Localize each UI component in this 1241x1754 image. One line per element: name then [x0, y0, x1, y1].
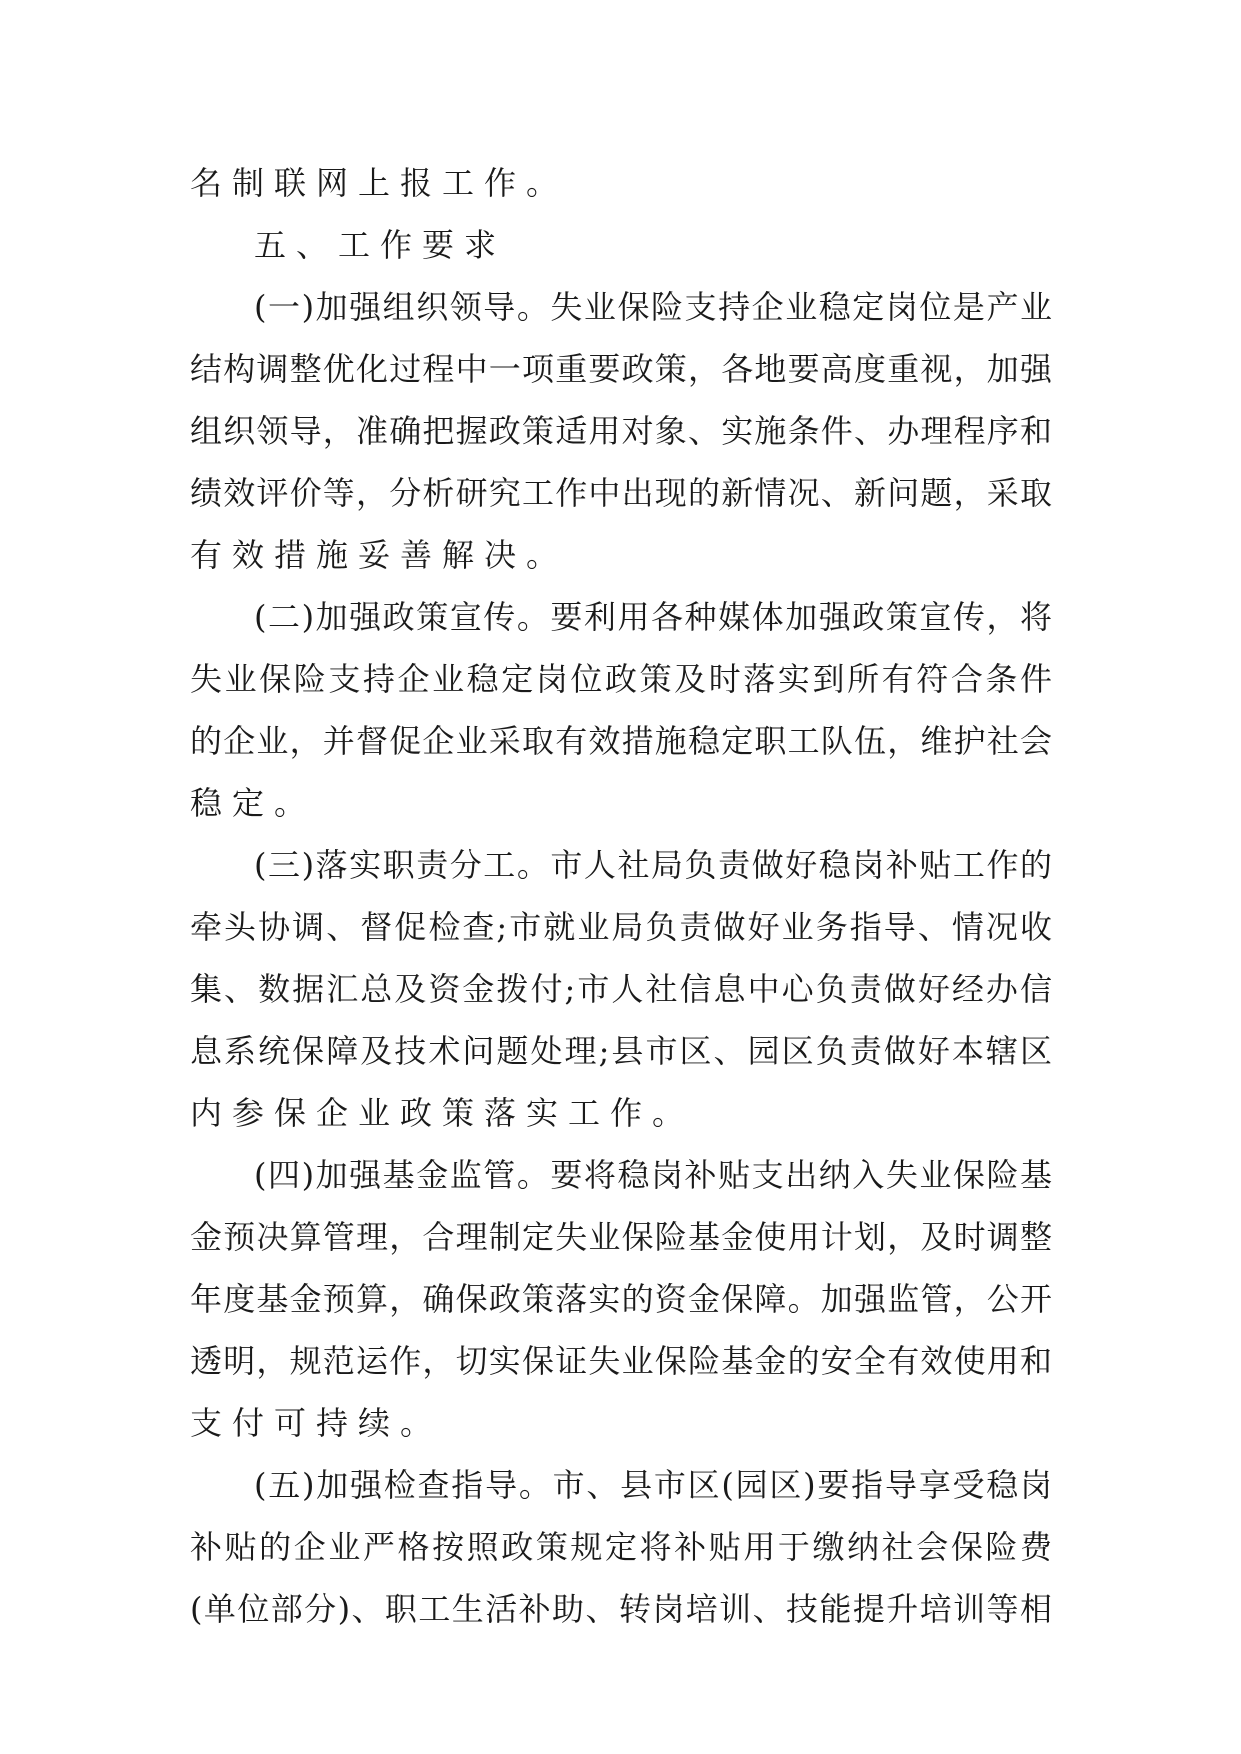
section-heading: 五、工作要求: [254, 226, 507, 264]
text-line: 有效措施妥善解决。: [190, 536, 569, 574]
text-line: 集、数据汇总及资金拨付;市人社信息中心负责做好经办信: [190, 970, 1052, 1008]
text-line: (一)加强组织领导。失业保险支持企业稳定岗位是产业: [254, 288, 1052, 326]
document-page: [190, 152, 1052, 1640]
text-line: 补贴的企业严格按照政策规定将补贴用于缴纳社会保险费: [190, 1528, 1052, 1566]
text-line: (三)落实职责分工。市人社局负责做好稳岗补贴工作的: [254, 846, 1052, 884]
text-line: 内参保企业政策落实工作。: [190, 1094, 695, 1132]
text-line: 金预决算管理，合理制定失业保险基金使用计划，及时调整: [190, 1218, 1052, 1256]
text-line: 息系统保障及技术问题处理;县市区、园区负责做好本辖区: [190, 1032, 1052, 1070]
text-line: 组织领导，准确把握政策适用对象、实施条件、办理程序和: [190, 412, 1052, 450]
text-line: 支付可持续。: [190, 1404, 443, 1442]
text-line: 名制联网上报工作。: [190, 164, 569, 202]
text-line: 的企业，并督促企业采取有效措施稳定职工队伍，维护社会: [190, 722, 1052, 760]
text-line: (单位部分)、职工生活补助、转岗培训、技能提升培训等相: [190, 1590, 1052, 1628]
text-line: 失业保险支持企业稳定岗位政策及时落实到所有符合条件: [190, 660, 1052, 698]
text-line: 绩效评价等，分析研究工作中出现的新情况、新问题，采取: [190, 474, 1052, 512]
text-line: 年度基金预算，确保政策落实的资金保障。加强监管，公开: [190, 1280, 1052, 1318]
text-line: 稳定。: [190, 784, 317, 822]
text-line: 牵头协调、督促检查;市就业局负责做好业务指导、情况收: [190, 908, 1052, 946]
text-line: (四)加强基金监管。要将稳岗补贴支出纳入失业保险基: [254, 1156, 1052, 1194]
text-line: 透明，规范运作，切实保证失业保险基金的安全有效使用和: [190, 1342, 1052, 1380]
text-line: 结构调整优化过程中一项重要政策，各地要高度重视，加强: [190, 350, 1052, 388]
text-line: (五)加强检查指导。市、县市区(园区)要指导享受稳岗: [254, 1466, 1052, 1504]
text-line: (二)加强政策宣传。要利用各种媒体加强政策宣传，将: [254, 598, 1052, 636]
